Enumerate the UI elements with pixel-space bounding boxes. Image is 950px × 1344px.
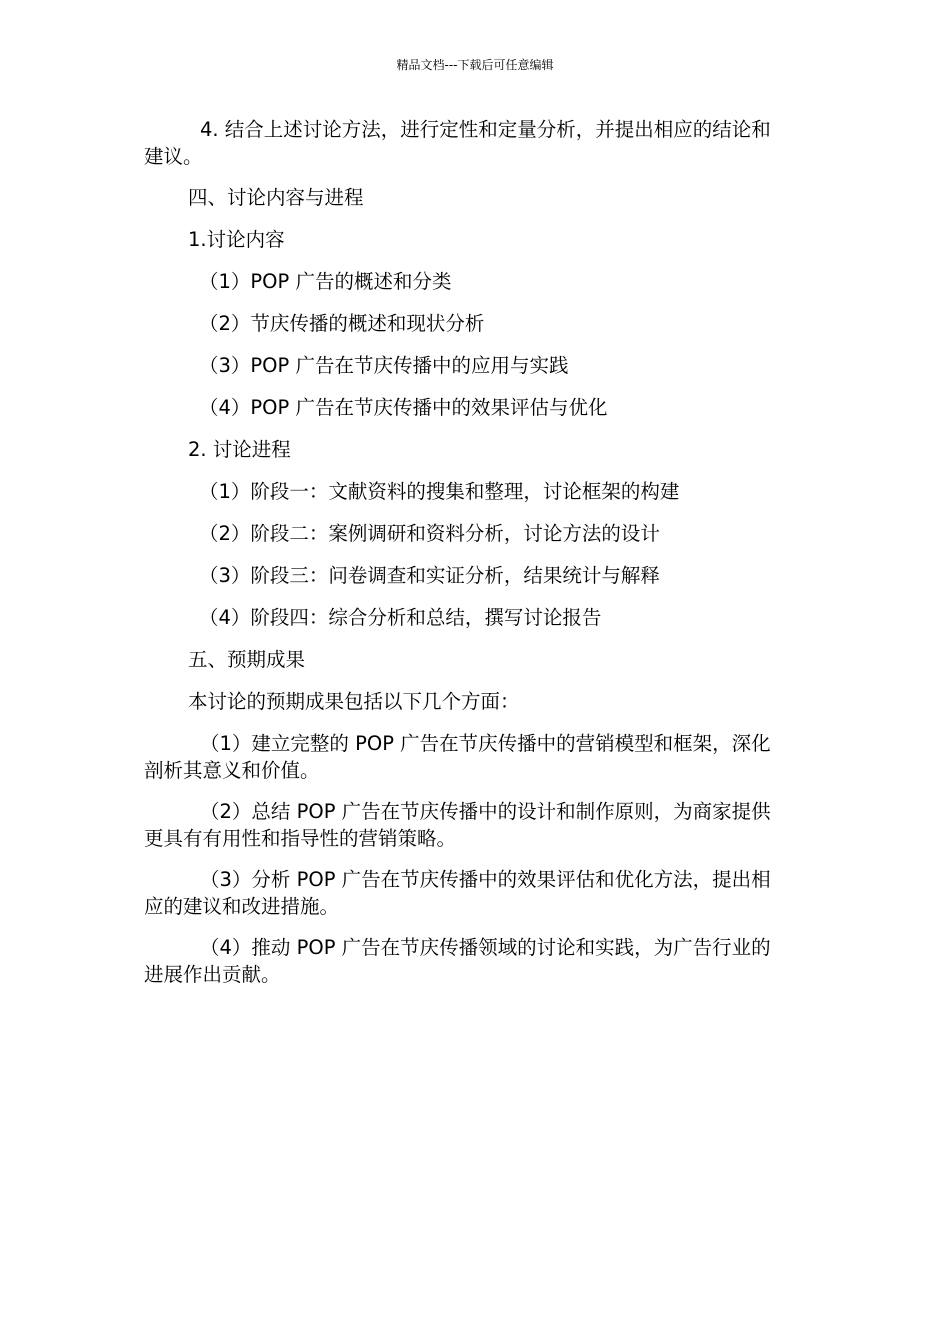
list-item: （2）节庆传播的概述和现状分析 (199, 312, 485, 335)
subsection-heading-progress: 2. 讨论进程 (188, 438, 291, 461)
document-body (144, 116, 796, 1002)
list-item: （4）POP 广告在节庆传播中的效果评估与优化 (199, 396, 608, 419)
paragraph-line: （4）推动 POP 广告在节庆传播领域的讨论和实践，为广告行业的 (200, 936, 771, 959)
paragraph-line: （2）总结 POP 广告在节庆传播中的设计和制作原则，为商家提供 (200, 800, 771, 823)
outcome-paragraph (144, 866, 796, 920)
list-item: （1）阶段一：文献资料的搜集和整理，讨论框架的构建 (199, 480, 680, 503)
list-item: （2）阶段二：案例调研和资料分析，讨论方法的设计 (199, 522, 660, 545)
paragraph-line: 建议。 (144, 145, 203, 168)
paragraph-line: （1）建立完整的 POP 广告在节庆传播中的营销模型和框架，深化 (200, 732, 771, 755)
outcome-paragraph (144, 934, 796, 988)
section-heading-4: 四、讨论内容与进程 (188, 186, 364, 209)
paragraph-line: 剖析其意义和价值。 (144, 759, 320, 782)
outcome-paragraph (144, 798, 796, 852)
paragraph-line: 应的建议和改进措施。 (144, 895, 340, 918)
section-intro: 本讨论的预期成果包括以下几个方面： (188, 690, 520, 713)
subsection-heading-content: 1.讨论内容 (188, 228, 285, 251)
section-heading-5: 五、预期成果 (188, 648, 306, 671)
list-item: （4）阶段四：综合分析和总结，撰写讨论报告 (199, 606, 602, 629)
outcome-paragraph (144, 730, 796, 784)
paragraph-line: 进展作出贡献。 (144, 963, 281, 986)
page-header: 精品文档---下载后可任意编辑 (396, 58, 554, 72)
list-item: （1）POP 广告的概述和分类 (199, 270, 452, 293)
list-item: （3）阶段三：问卷调查和实证分析，结果统计与解释 (199, 564, 660, 587)
paragraph-line: （3）分析 POP 广告在节庆传播中的效果评估和优化方法，提出相 (200, 868, 771, 891)
paragraph-analysis-step (144, 116, 796, 170)
paragraph-line: 更具有有用性和指导性的营销策略。 (144, 827, 457, 850)
list-item: （3）POP 广告在节庆传播中的应用与实践 (199, 354, 569, 377)
paragraph-line: 4. 结合上述讨论方法，进行定性和定量分析，并提出相应的结论和 (200, 118, 771, 141)
